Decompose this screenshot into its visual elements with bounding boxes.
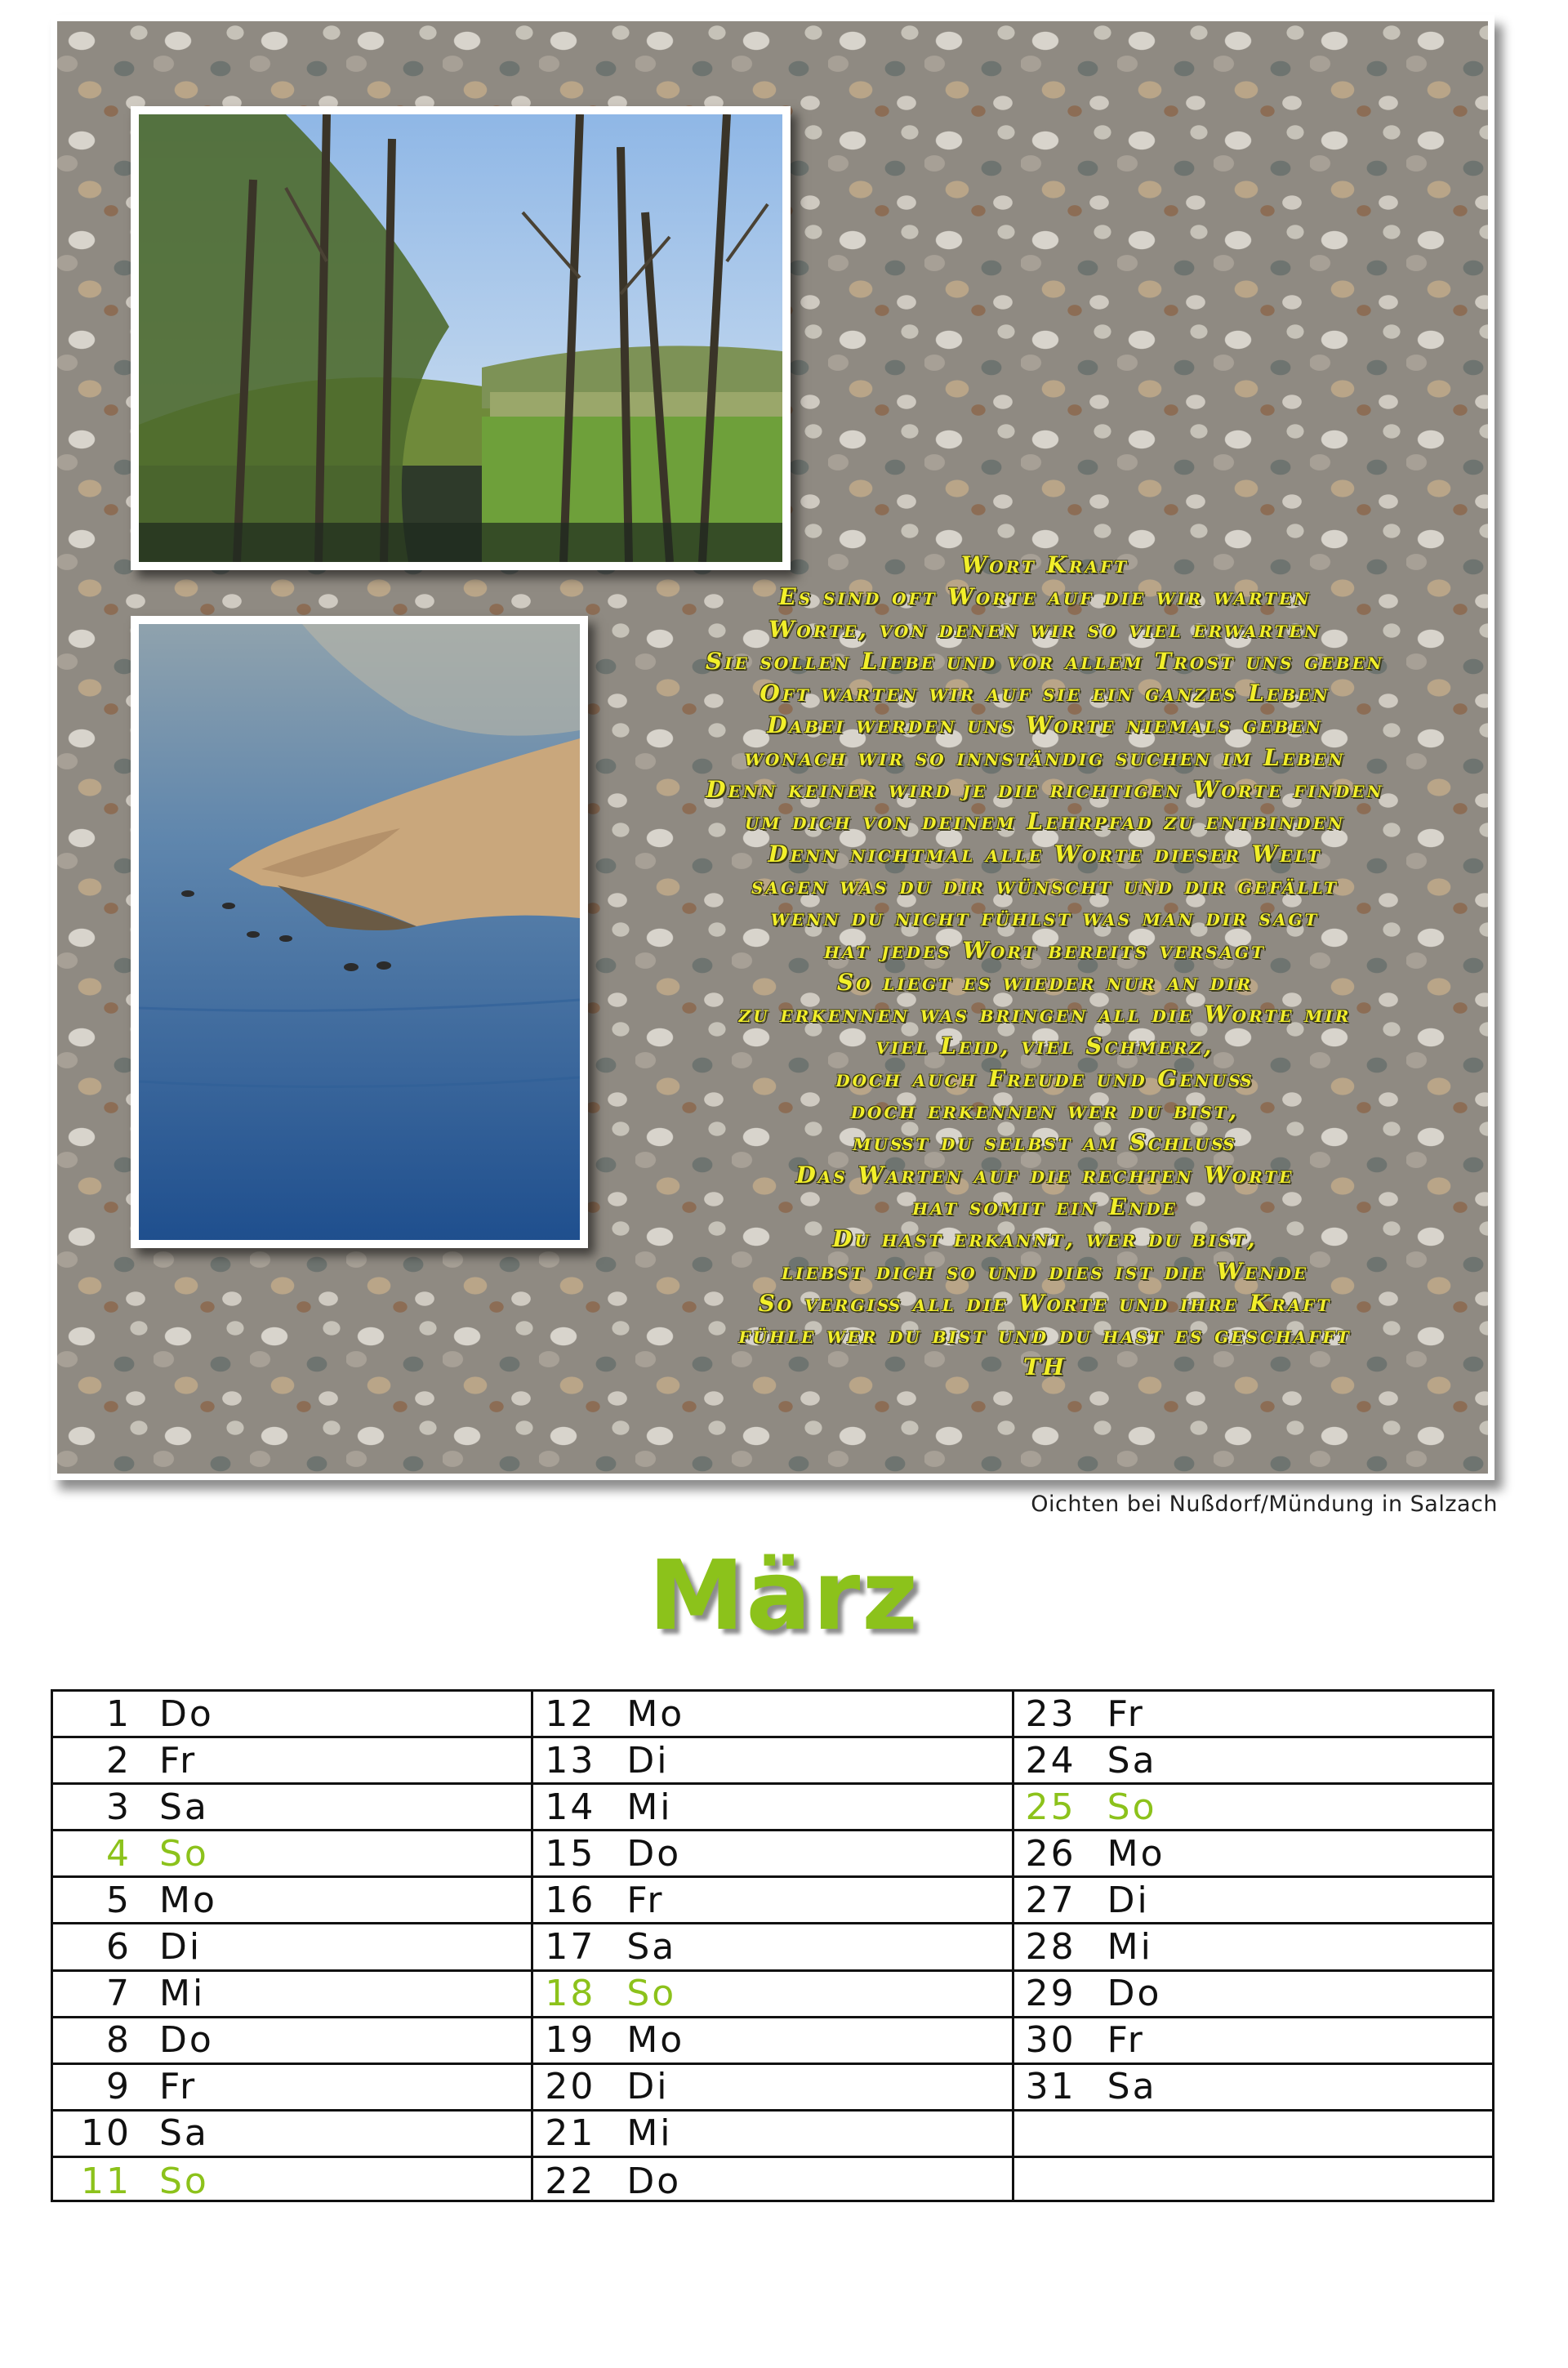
weekday-label: Do: [1107, 1973, 1162, 2015]
weekday-label: Fr: [1107, 1692, 1145, 1735]
poem-line: doch auch Freude und Genuß: [835, 1064, 1254, 1092]
weekday-label: So: [626, 1973, 677, 2015]
day-number: 11: [81, 2160, 131, 2202]
poem-line: TH: [1022, 1353, 1067, 1381]
day-number: 9: [106, 2066, 131, 2108]
weekday-label: Mi: [626, 1786, 673, 1828]
calendar-day-row: [533, 1738, 1011, 1785]
weekday-label: Fr: [159, 1739, 198, 1782]
day-number: 17: [545, 1926, 596, 1969]
poem: [565, 549, 1525, 1384]
calendar-day-row: [533, 1924, 1011, 1971]
calendar-day-row: [1014, 2065, 1492, 2112]
weekday-label: Fr: [626, 1879, 665, 1921]
poem-line: Du hast erkannt, wer du bist,: [832, 1225, 1258, 1253]
calendar-day-row: [533, 2065, 1011, 2112]
day-number: 18: [545, 1973, 596, 2015]
weekday-label: Sa: [1107, 1739, 1157, 1782]
weekday-label: So: [159, 2160, 209, 2202]
day-number: 22: [545, 2160, 596, 2202]
calendar-day-row: [53, 1692, 531, 1738]
calendar-day-row: [533, 2158, 1011, 2205]
weekday-label: Mo: [1107, 1832, 1165, 1875]
calendar-column: [53, 1692, 533, 2200]
day-number: 26: [1025, 1832, 1076, 1875]
calendar-day-row: [533, 1831, 1011, 1878]
weekday-label: Do: [626, 2160, 682, 2202]
weekday-label: Di: [159, 1926, 203, 1969]
weekday-label: Mi: [1107, 1926, 1153, 1969]
day-number: 24: [1025, 1739, 1076, 1782]
calendar-empty-row: [1014, 2112, 1492, 2158]
calendar-day-row: [53, 1972, 531, 2018]
calendar-day-row: [1014, 1831, 1492, 1878]
poem-line: Das Warten auf die rechten Worte: [795, 1161, 1294, 1188]
month-title: März: [648, 1539, 920, 1652]
poem-line: Dabei werden uns Worte niemals geben: [767, 711, 1323, 739]
day-number: 4: [106, 1832, 131, 1875]
day-number: 3: [106, 1786, 131, 1828]
day-number: 25: [1025, 1786, 1076, 1828]
poem-line: doch erkennen wer du bist,: [850, 1097, 1240, 1125]
weekday-label: Fr: [159, 2066, 198, 2108]
calendar-day-row: [533, 1878, 1011, 1924]
calendar-day-row: [53, 1785, 531, 1831]
weekday-label: Mo: [626, 1692, 685, 1735]
day-number: 7: [106, 1973, 131, 2015]
poem-line: viel Leid, viel Schmerz,: [875, 1032, 1214, 1060]
weekday-label: Do: [626, 1832, 682, 1875]
poem-line: Es sind oft Worte auf die wir warten: [778, 583, 1312, 611]
calendar-day-row: [53, 1738, 531, 1785]
calendar-column: [533, 1692, 1013, 2200]
calendar-day-row: [1014, 1972, 1492, 2018]
poem-line: liebst dich so und dies ist die Wende: [781, 1257, 1309, 1285]
calendar-day-row: [53, 1831, 531, 1878]
calendar-grid: [51, 1689, 1494, 2202]
weekday-label: Sa: [159, 2112, 209, 2155]
calendar-day-row: [1014, 2018, 1492, 2065]
calendar-day-row: [1014, 1738, 1492, 1785]
weekday-label: Mo: [626, 2019, 685, 2062]
calendar-day-row: [533, 2112, 1011, 2158]
day-number: 31: [1025, 2066, 1076, 2108]
calendar-day-row: [1014, 1692, 1492, 1738]
poem-line: mußt du selbst am Schluß: [853, 1129, 1237, 1157]
poem-line: um dich von deinem Lehrpfad zu entbinden: [744, 808, 1346, 836]
day-number: 15: [545, 1832, 596, 1875]
calendar-day-row: [53, 2018, 531, 2065]
calendar-day-row: [53, 2112, 531, 2158]
weekday-label: Mi: [626, 2112, 673, 2155]
weekday-label: So: [159, 1832, 209, 1875]
day-number: 20: [545, 2066, 596, 2108]
calendar-day-row: [53, 2065, 531, 2112]
riverside-trees-image: [139, 114, 782, 562]
day-number: 29: [1025, 1973, 1076, 2015]
weekday-label: Sa: [1107, 2066, 1157, 2108]
day-number: 13: [545, 1739, 596, 1782]
weekday-label: Sa: [626, 1926, 677, 1969]
photo-river-mouth: [131, 616, 588, 1248]
poem-line: Oft warten wir auf sie ein ganzes Leben: [760, 680, 1330, 707]
river-mouth-image: [139, 624, 580, 1240]
calendar-day-row: [533, 2018, 1011, 2065]
calendar-empty-row: [1014, 2158, 1492, 2205]
poem-line: hat somit ein Ende: [912, 1193, 1178, 1220]
photo-riverside-trees: [131, 106, 791, 570]
weekday-label: Do: [159, 2019, 214, 2062]
poem-line: So liegt es wieder nur an dir: [836, 968, 1254, 996]
day-number: 30: [1025, 2019, 1076, 2062]
day-number: 1: [106, 1692, 131, 1735]
weekday-label: Do: [159, 1692, 214, 1735]
poem-line: fühle wer du bist und du hast es geschafft: [738, 1322, 1352, 1349]
calendar-day-row: [1014, 1878, 1492, 1924]
calendar-day-row: [53, 1878, 531, 1924]
weekday-label: Sa: [159, 1786, 209, 1828]
day-number: 12: [545, 1692, 596, 1735]
day-number: 14: [545, 1786, 596, 1828]
day-number: 10: [81, 2112, 131, 2155]
weekday-label: So: [1107, 1786, 1157, 1828]
day-number: 8: [106, 2019, 131, 2062]
day-number: 2: [106, 1739, 131, 1782]
day-number: 23: [1025, 1692, 1076, 1735]
poem-line: wenn du nicht fühlst was man dir sagt: [770, 904, 1320, 932]
weekday-label: Mi: [159, 1973, 206, 2015]
poem-line: Worte, von denen wir so viel erwarten: [768, 615, 1322, 643]
calendar-day-row: [533, 1785, 1011, 1831]
calendar-day-row: [533, 1972, 1011, 2018]
day-number: 21: [545, 2112, 596, 2155]
calendar-day-row: [53, 2158, 531, 2205]
calendar-day-row: [533, 1692, 1011, 1738]
poem-line: Denn keiner wird je die richtigen Worte finden: [706, 776, 1384, 804]
day-number: 16: [545, 1879, 596, 1921]
weekday-label: Di: [626, 2066, 670, 2108]
weekday-label: Fr: [1107, 2019, 1145, 2062]
photo-caption: Oichten bei Nußdorf/Mündung in Salzach: [1031, 1492, 1498, 1517]
poem-line: Denn nichtmal alle Worte dieser Welt: [768, 840, 1322, 867]
weekday-label: Di: [1107, 1879, 1150, 1921]
calendar-column: [1014, 1692, 1492, 2200]
calendar-day-row: [1014, 1785, 1492, 1831]
calendar-day-row: [1014, 1924, 1492, 1971]
calendar-day-row: [53, 1924, 531, 1971]
photo-panel: [51, 15, 1494, 1480]
day-number: 5: [106, 1879, 131, 1921]
poem-line: Sie sollen Liebe und vor allem Trost uns geben: [705, 647, 1385, 675]
poem-line: sagen was du dir wünscht und dir gefällt: [751, 872, 1339, 899]
weekday-label: Mo: [159, 1879, 217, 1921]
poem-title: Wort Kraft: [960, 551, 1129, 578]
day-number: 19: [545, 2019, 596, 2062]
weekday-label: Di: [626, 1739, 670, 1782]
poem-line: So vergiß all die Worte und ihre Kraft: [758, 1289, 1332, 1317]
day-number: 28: [1025, 1926, 1076, 1969]
poem-line: zu erkennen was bringen all die Worte mir: [738, 1001, 1352, 1028]
poem-line: wonach wir so innständig suchen im Leben: [744, 743, 1346, 771]
poem-line: hat jedes Wort bereits versagt: [824, 936, 1266, 964]
day-number: 6: [106, 1926, 131, 1969]
day-number: 27: [1025, 1879, 1076, 1921]
